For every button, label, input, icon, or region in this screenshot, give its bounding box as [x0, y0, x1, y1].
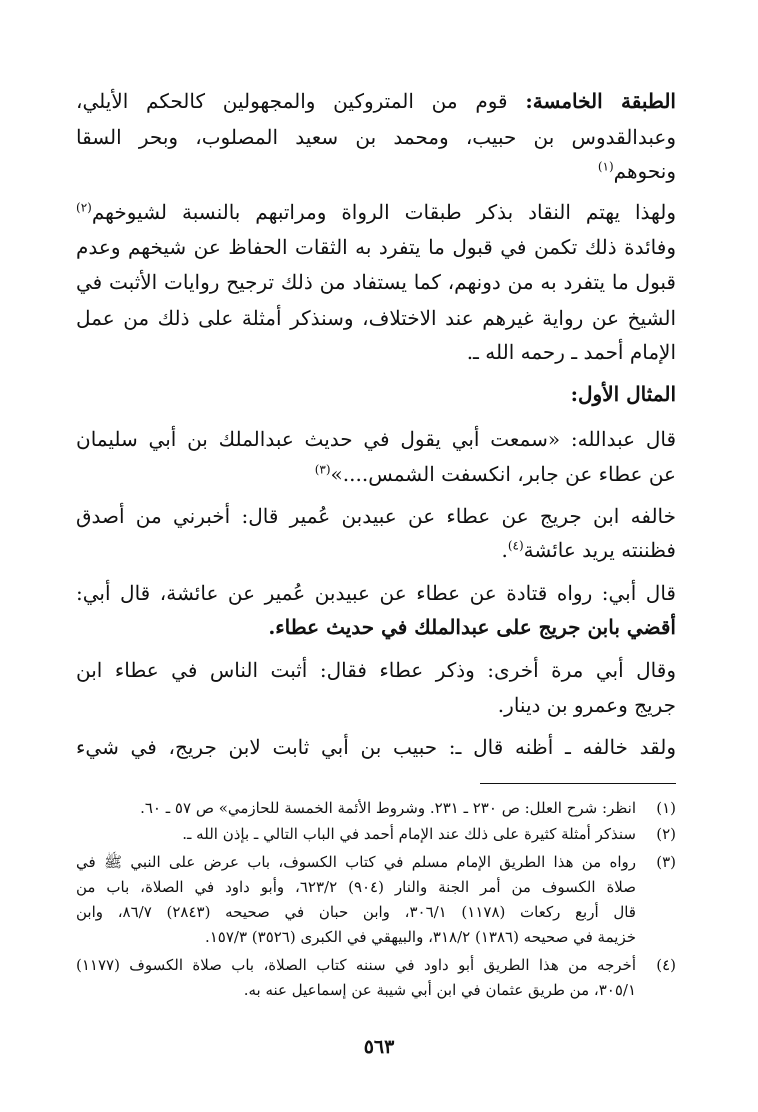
footnote-line: خزيمة في صحيحه (١٣٨٦) ٣١٨/٢، والبيهقي في الكبرى (٣٥٢٦) ١٥٧/٣. — [204, 928, 636, 946]
text-line: فظننته يريد عائشة$^{(٤)}$. — [501, 538, 676, 562]
example-heading: المثال الأول: — [570, 382, 676, 406]
text-line: قال عبدالله: «سمعت أبي يقول في حديث عبدالملك بن أبي سليمان — [76, 427, 676, 451]
text-line — [76, 199, 676, 225]
text-line — [76, 158, 676, 184]
text-line: قال أبي: رواه قتادة عن عطاء عن عبيدبن عُمير عن عائشة، قال أبي: — [76, 581, 676, 605]
text-fragment: قوم من المتروكين والمجهولين كالحكم الأيلي، — [76, 89, 508, 113]
page-number: ٥٦٣ — [363, 1036, 395, 1058]
footnote-line: سنذكر أمثلة كثيرة على ذلك عند الإمام أحمد في الباب التالي ـ بإذن الله ـ. — [182, 825, 636, 843]
footnote-number: (٣) — [656, 853, 676, 871]
footnote-ref: (٢) — [76, 200, 92, 215]
footnote-3-cont — [76, 902, 676, 923]
text-fragment: عن عطاء عن جابر، انكسفت الشمس....» — [330, 462, 676, 486]
footnote-ref: (٣) — [314, 462, 331, 477]
footnote-2 — [76, 824, 676, 845]
text-line: وعبدالقدوس بن حبيب، ومحمد بن سعيد المصلوب، وبحر السقا — [76, 125, 676, 149]
footnote-separator — [480, 783, 676, 784]
text-fragment: ونحوهم — [613, 159, 676, 183]
footnote-ref: (١) — [597, 159, 614, 174]
text-line — [76, 461, 676, 487]
footnote-number: (١) — [656, 799, 676, 817]
footnote-number: (٢) — [656, 825, 676, 843]
text-line: الشيخ عن رواية غيرهم عند الاختلاف، وسنذكر أمثلة على ذلك من عمل — [76, 306, 676, 330]
footnote-3 — [76, 852, 676, 873]
footnote-4-cont — [76, 980, 676, 1001]
text-line: ولقد خالفه ـ أظنه قال ـ: حبيب بن أبي ثابت لابن جريج، في شيء — [76, 735, 676, 759]
text-line: جريج وعمرو بن دينار. — [497, 693, 676, 717]
footnote-3-cont — [76, 877, 676, 898]
text-line — [76, 88, 676, 114]
text-line: قبول ما يتفرد به من دونهم، كما يستفاد من ذلك ترجيح روايات الأثبت في — [76, 270, 676, 294]
footnote-1 — [76, 798, 676, 819]
text-line: وفائدة ذلك تكمن في قبول ما يتفرد به الثقات الحفاظ عن شيخهم وعدم — [76, 235, 676, 259]
footnote-number: (٤) — [656, 956, 676, 974]
text-line: أقضي بابن جريج على عبدالملك في حديث عطاء. — [268, 615, 676, 639]
footnote-line: رواه من هذا الطريق الإمام مسلم في كتاب الكسوف، باب عرض على النبي ﷺ في — [76, 853, 636, 871]
footnote-line: انظر: شرح العلل: ص ٢٣٠ ـ ٢٣١. وشروط الأئمة الخمسة للحازمي» ص ٥٧ ـ ٦٠. — [140, 799, 636, 817]
text-fragment: فظننته يريد عائشة — [523, 538, 676, 562]
text-line: خالفه ابن جريج عن عطاء عن عبيدبن عُمير قال: أخبرني من أصدق — [76, 504, 676, 528]
footnote-line: أخرجه من هذا الطريق أبو داود في سننه كتاب الصلاة، باب صلاة الكسوف (١١٧٧) — [76, 956, 636, 974]
footnote-3-cont — [76, 927, 676, 948]
text-line: الإمام أحمد ـ رحمه الله ـ. — [466, 340, 676, 364]
footnote-ref: (٤) — [507, 538, 524, 553]
text-fragment: ولهذا يهتم النقاد بذكر طبقات الرواة ومراتبهم بالنسبة لشيوخهم — [91, 200, 676, 224]
footnote-line: قال أربع ركعات (١١٧٨) ٣٠٦/١، وابن حبان في صحيحه (٢٨٤٣) ٨٦/٧، وابن — [76, 903, 636, 921]
text-line: وقال أبي مرة أخرى: وذكر عطاء فقال: أثبت الناس في عطاء ابن — [76, 658, 676, 682]
footnote-line: صلاة الكسوف من أمر الجنة والنار (٩٠٤) ٦٢٣/٢، وأبو داود في الصلاة، باب من — [76, 878, 636, 896]
section-label: الطبقة الخامسة: — [525, 89, 676, 113]
footnote-line: ٣٠٥/١، من طريق عثمان في ابن أبي شيبة عن إسماعيل عنه به. — [243, 981, 636, 999]
footnote-4 — [76, 955, 676, 976]
